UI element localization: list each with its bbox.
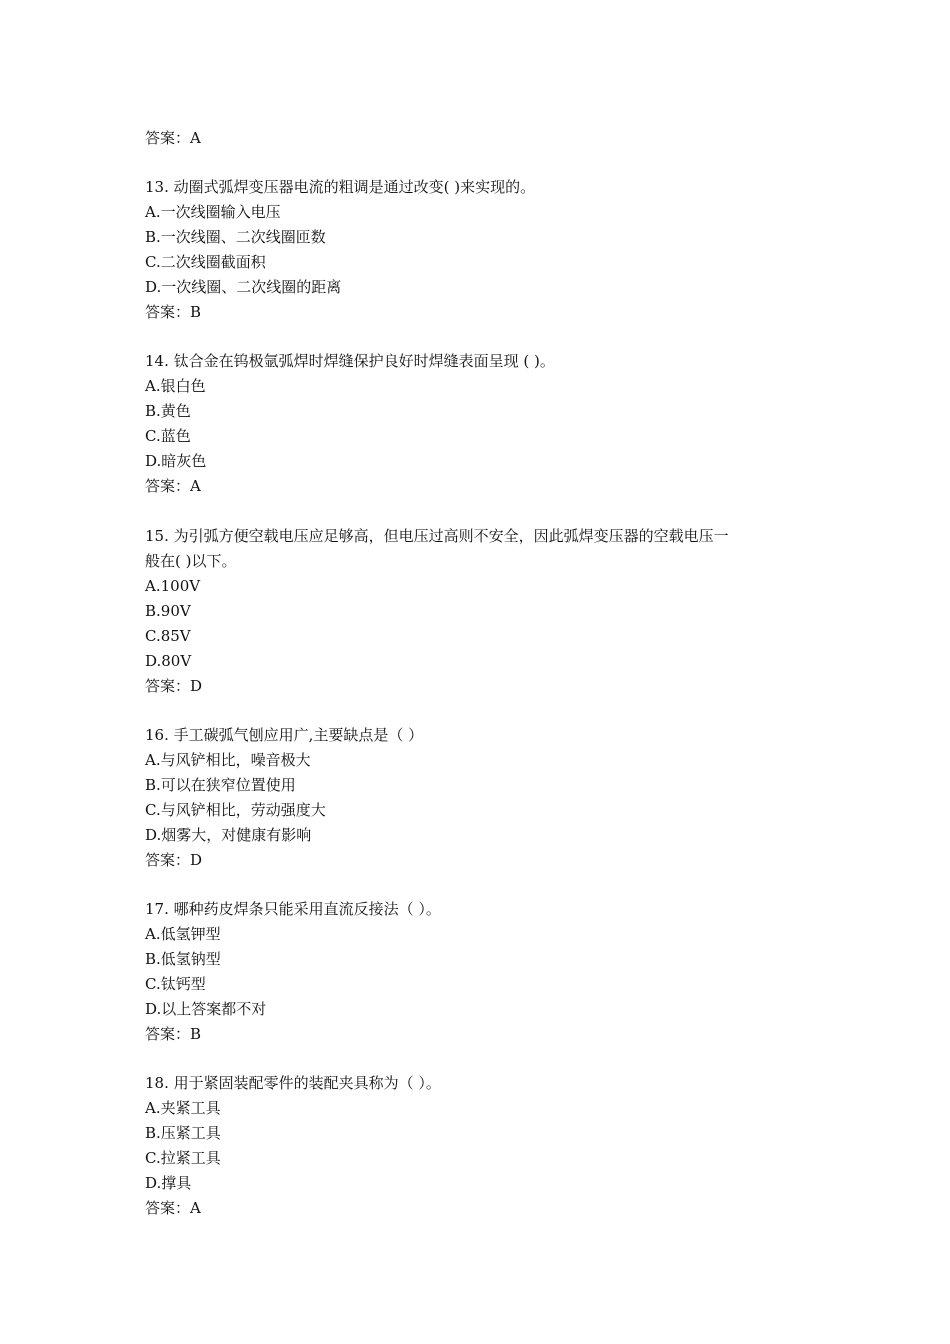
question-13-stem: 13. 动圈式弧焊变压器电流的粗调是通过改变( )来实现的。 (145, 178, 536, 196)
question-15-option-c: C.85V (145, 627, 191, 645)
question-16-option-b: B.可以在狭窄位置使用 (145, 776, 296, 794)
question-18-option-d: D.撑具 (145, 1174, 192, 1192)
question-13-option-d: D.一次线圈、二次线圈的距离 (145, 278, 342, 296)
question-18-option-a: A.夹紧工具 (145, 1099, 221, 1117)
answer-line: 答案：A (145, 129, 201, 147)
question-16-stem: 16. 手工碳弧气刨应用广,主要缺点是（ ） (145, 726, 424, 744)
question-14-option-c: C.蓝色 (145, 427, 191, 445)
question-14-answer: 答案：A (145, 477, 201, 495)
question-18-option-b: B.压紧工具 (145, 1124, 221, 1142)
question-17-option-d: D.以上答案都不对 (145, 1000, 267, 1018)
question-15-option-b: B.90V (145, 602, 191, 620)
question-17-answer: 答案：B (145, 1025, 202, 1043)
question-15-stem-line-1: 15. 为引弧方便空载电压应足够高，但电压过高则不安全，因此弧焊变压器的空载电压一 (145, 527, 729, 545)
question-18-stem: 18. 用于紧固装配零件的装配夹具称为（ ）。 (145, 1074, 441, 1092)
question-17-option-c: C.钛钙型 (145, 975, 206, 993)
question-16-answer: 答案：D (145, 851, 203, 869)
question-13-option-a: A.一次线圈输入电压 (145, 203, 281, 221)
question-13-answer: 答案：B (145, 303, 202, 321)
question-14-option-b: B.黄色 (145, 402, 191, 420)
question-13-option-b: B.一次线圈、二次线圈匝数 (145, 228, 326, 246)
question-18-answer: 答案：A (145, 1199, 201, 1217)
question-16-option-c: C.与风铲相比，劳动强度大 (145, 801, 326, 819)
question-15-stem-line-2: 般在( )以下。 (145, 552, 237, 570)
question-14-option-d: D.暗灰色 (145, 452, 207, 470)
question-15-option-a: A.100V (145, 577, 201, 595)
question-17-option-b: B.低氢钠型 (145, 950, 221, 968)
question-17-stem: 17. 哪种药皮焊条只能采用直流反接法（ ）。 (145, 900, 441, 918)
question-16-option-a: A.与风铲相比，噪音极大 (145, 751, 311, 769)
question-15-option-d: D.80V (145, 652, 192, 670)
question-15-answer: 答案：D (145, 677, 203, 695)
question-16-option-d: D.烟雾大，对健康有影响 (145, 826, 312, 844)
question-14-option-a: A.银白色 (145, 377, 206, 395)
question-18-option-c: C.拉紧工具 (145, 1149, 221, 1167)
question-17-option-a: A.低氢钾型 (145, 925, 221, 943)
question-14-stem: 14. 钛合金在钨极氩弧焊时焊缝保护良好时焊缝表面呈现 ( )。 (145, 352, 555, 370)
question-13-option-c: C.二次线圈截面积 (145, 253, 266, 271)
